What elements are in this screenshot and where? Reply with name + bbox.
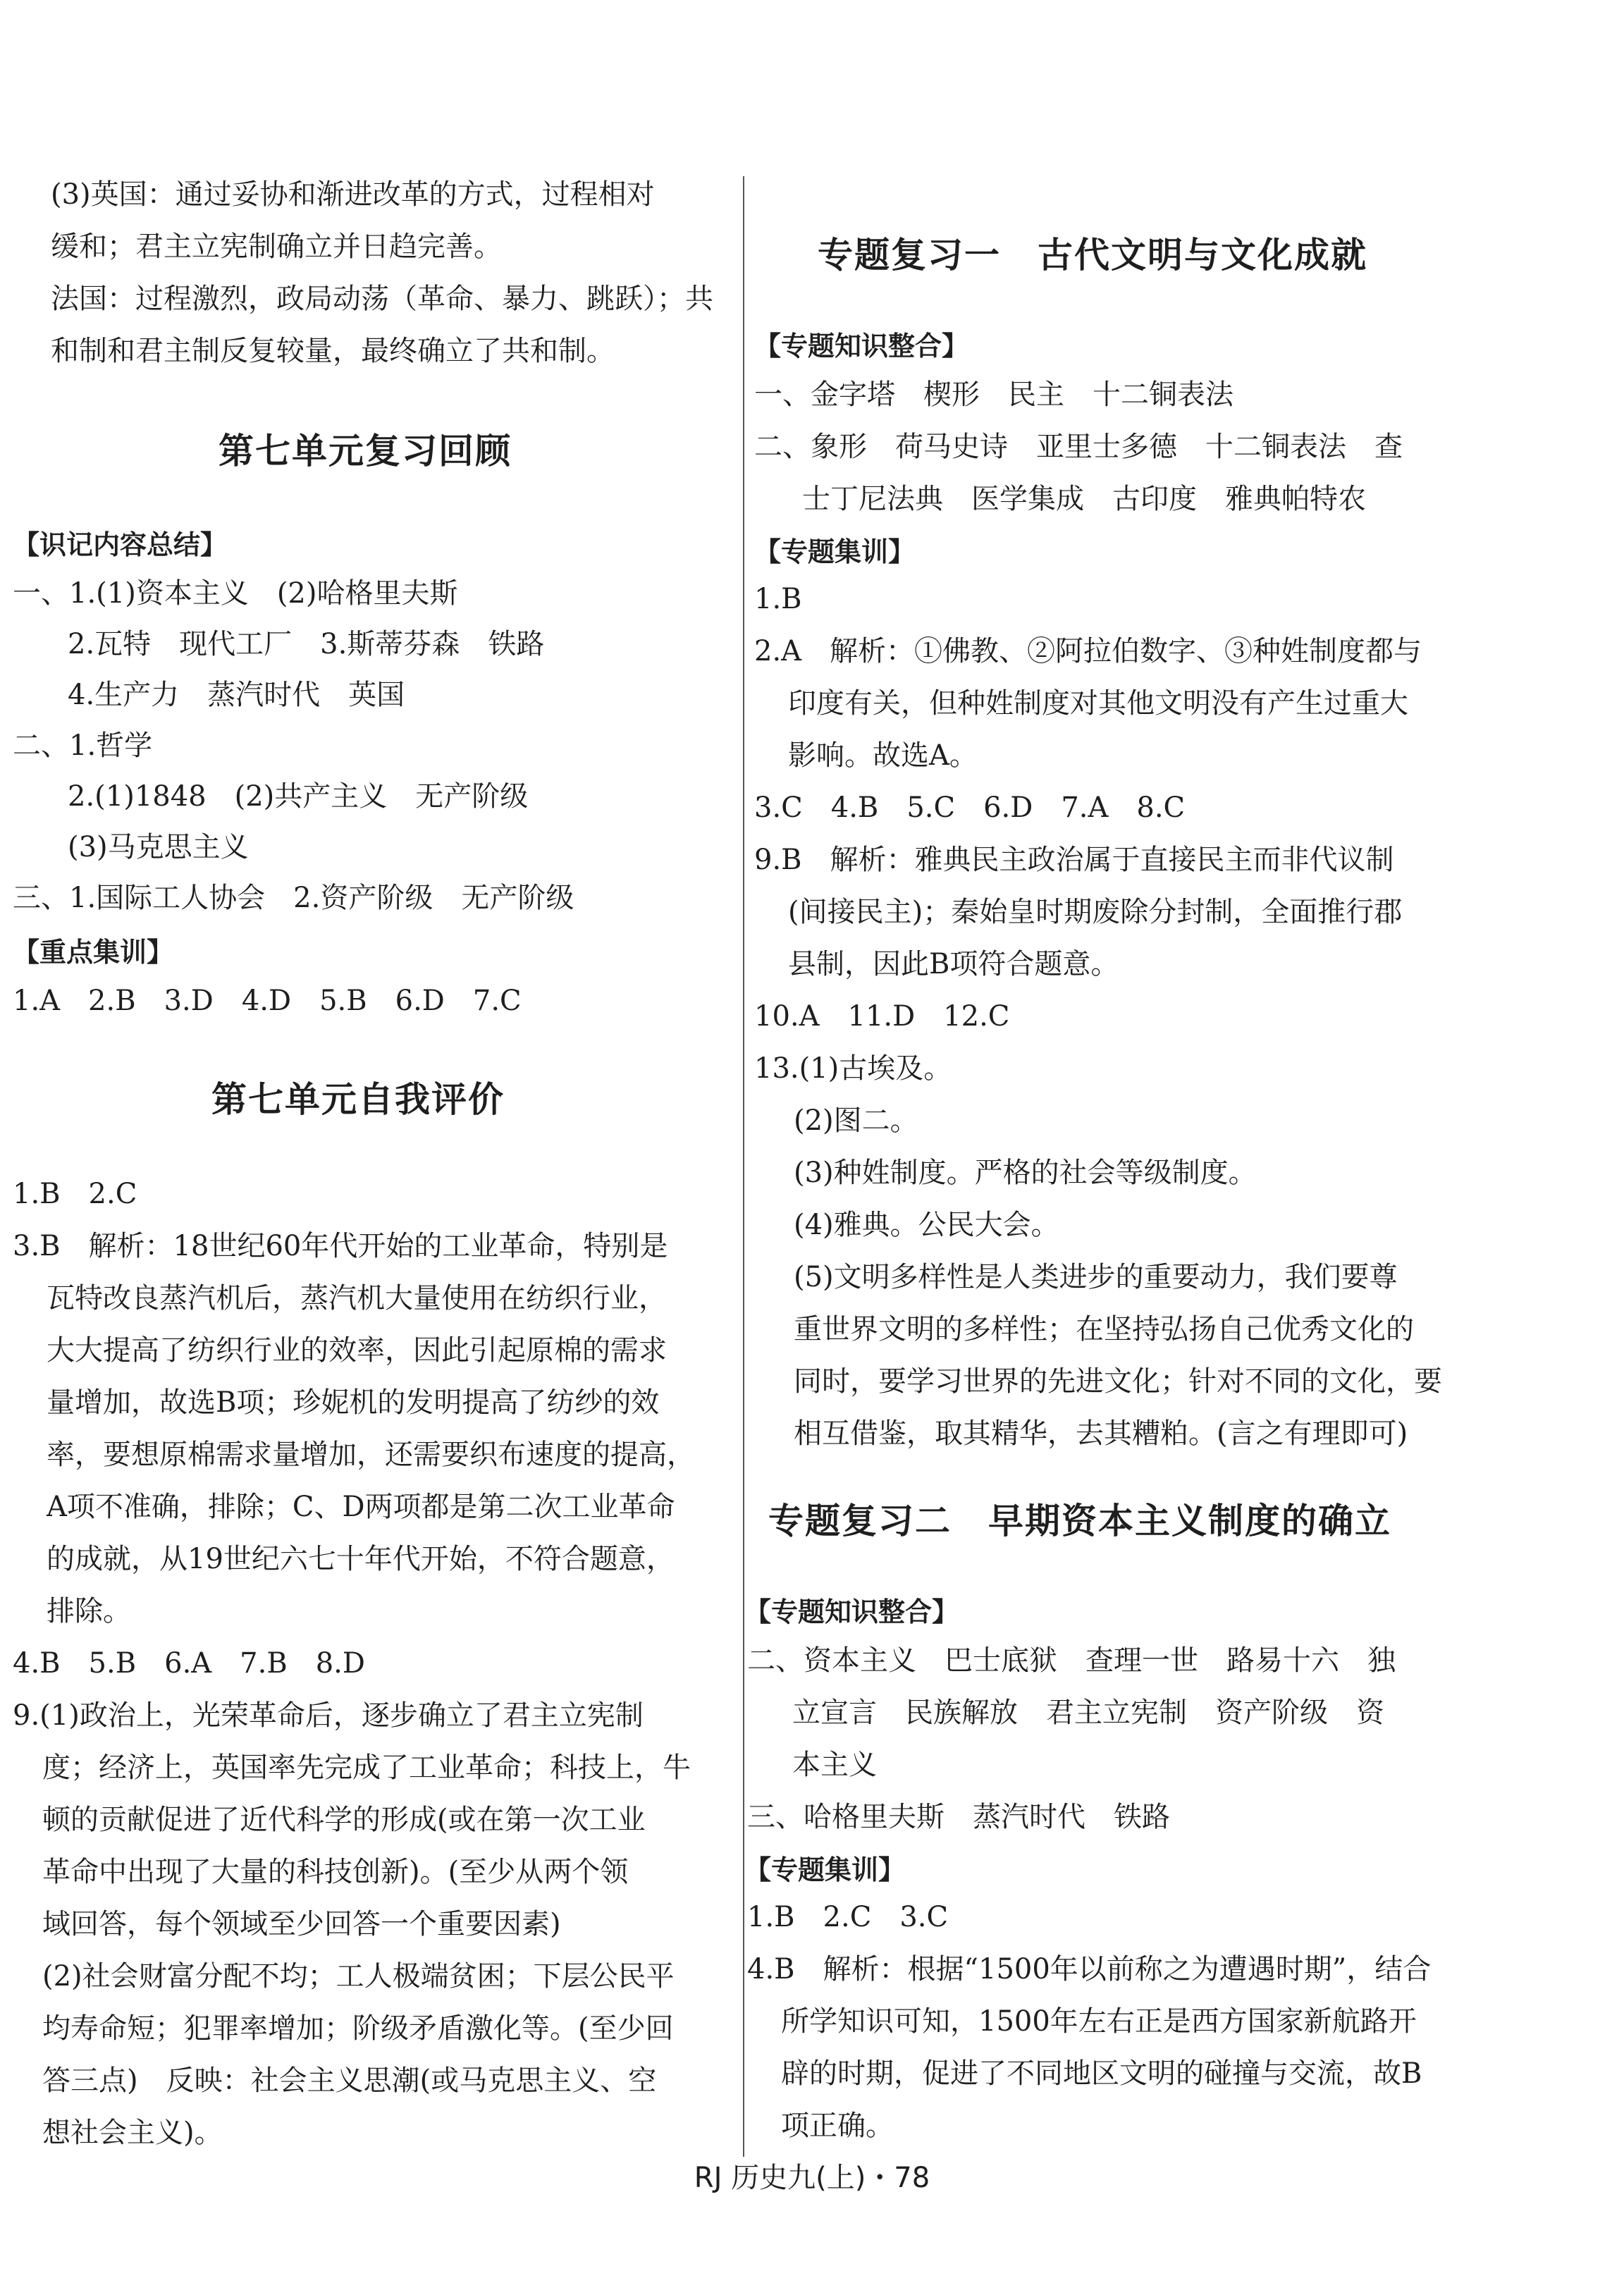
t2-knowledge-line: 三、哈格里夫斯 蒸汽时代 铁路 [747, 1801, 1170, 1833]
eval-line: 顿的贡献促进了近代科学的形成(或在第一次工业 [42, 1804, 646, 1836]
t1-knowledge-line: 士丁尼法典 医学集成 古印度 雅典帕特农 [802, 483, 1366, 515]
eval-line: 1.B 2.C [13, 1178, 137, 1210]
summary-line: 2.瓦特 现代工厂 3.斯蒂芬森 铁路 [68, 628, 545, 660]
t1-train-line: 1.B [754, 583, 802, 615]
eval-line: 答三点) 反映：社会主义思潮(或马克思主义、空 [42, 2064, 657, 2097]
eval-line: 排除。 [47, 1595, 131, 1627]
section-title-topic1: 专题复习一 古代文明与文化成就 [818, 235, 1367, 276]
intro-line: 缓和；君主立宪制确立并日趋完善。 [51, 230, 502, 263]
t1-train-line: 影响。故选A。 [788, 739, 978, 772]
summary-line: 2.(1)1848 (2)共产主义 无产阶级 [68, 780, 529, 813]
t2-train-label: 【专题集训】 [744, 1854, 906, 1885]
eval-line: 想社会主义)。 [42, 2117, 223, 2149]
t1-train-line: 9.B 解析：雅典民主政治属于直接民主而非代议制 [754, 844, 1394, 876]
t1-knowledge-line: 二、象形 荷马史诗 亚里士多德 十二铜表法 查 [754, 431, 1403, 463]
t2-train-line: 辟的时期，促进了不同地区文明的碰撞与交流，故B [781, 2057, 1422, 2090]
t1-train-line: (5)文明多样性是人类进步的重要动力，我们要尊 [794, 1261, 1398, 1293]
t1-train-line: (间接民主)；秦始皇时期废除分封制，全面推行郡 [788, 896, 1403, 928]
t1-train-line: 13.(1)古埃及。 [754, 1052, 952, 1085]
t1-train-line: 3.C 4.B 5.C 6.D 7.A 8.C [754, 792, 1186, 824]
t1-train-line: (2)图二。 [794, 1104, 918, 1137]
eval-line: 域回答，每个领域至少回答一个重要因素) [42, 1908, 561, 1940]
intro-line: 和制和君主制反复较量，最终确立了共和制。 [51, 335, 615, 367]
t2-train-line: 4.B 解析：根据“1500年以前称之为遭遇时期”，结合 [747, 1953, 1432, 1986]
eval-line: (2)社会财富分配不均；工人极端贫困；下层公民平 [42, 1960, 675, 1993]
summary-line: 三、1.国际工人协会 2.资产阶级 无产阶级 [13, 882, 574, 914]
eval-line: 9.(1)政治上，光荣革命后，逐步确立了君主立宪制 [13, 1699, 644, 1732]
eval-line: 量增加，故选B项；珍妮机的发明提高了纺纱的效 [47, 1386, 660, 1419]
eval-line: 的成就，从19世纪六七十年代开始，不符合题意， [47, 1543, 675, 1575]
section-title-evaluation: 第七单元自我评价 [211, 1079, 505, 1120]
intro-line: (3)英国：通过妥协和渐进改革的方式，过程相对 [51, 178, 655, 211]
eval-line: 度；经济上，英国率先完成了工业革命；科技上，牛 [42, 1752, 691, 1784]
section-title-review: 第七单元复习回顾 [219, 431, 512, 472]
t1-train-line: 印度有关，但种姓制度对其他文明没有产生过重大 [788, 687, 1408, 720]
eval-line: 大大提高了纺织行业的效率，因此引起原棉的需求 [47, 1334, 667, 1367]
t2-train-line: 所学知识可知，1500年左右正是西方国家新航路开 [781, 2005, 1417, 2038]
t2-knowledge-line: 本主义 [792, 1749, 877, 1781]
t1-train-line: 相互借鉴，取其精华，去其糟粕。(言之有理即可) [794, 1417, 1408, 1450]
eval-line: A项不准确，排除；C、D两项都是第二次工业革命 [47, 1491, 675, 1523]
eval-line: 3.B 解析：18世纪60年代开始的工业革命，特别是 [13, 1230, 668, 1262]
t1-train-line: (4)雅典。公民大会。 [794, 1209, 1059, 1241]
section-title-topic2: 专题复习二 早期资本主义制度的确立 [768, 1501, 1391, 1541]
eval-line: 均寿命短；犯罪率增加；阶级矛盾激化等。(至少回 [42, 2012, 674, 2045]
summary-line: 一、1.(1)资本主义 (2)哈格里夫斯 [13, 577, 458, 610]
page-footer: RJ 历史九(上)・78 [694, 2162, 930, 2194]
t2-train-line: 1.B 2.C 3.C [747, 1901, 949, 1933]
t2-knowledge-label: 【专题知识整合】 [744, 1596, 959, 1627]
eval-line: 瓦特改良蒸汽机后，蒸汽机大量使用在纺织行业， [47, 1282, 667, 1315]
eval-line: 率，要想原棉需求量增加，还需要织布速度的提高， [47, 1439, 695, 1471]
t1-train-line: 同时，要学习世界的先进文化；针对不同的文化，要 [794, 1365, 1442, 1398]
summary-line: 二、1.哲学 [13, 730, 153, 762]
intro-line: 法国：过程激烈，政局动荡（革命、暴力、跳跃）；共 [51, 283, 713, 315]
t1-train-line: (3)种姓制度。严格的社会等级制度。 [794, 1157, 1257, 1189]
t1-train-label: 【专题集训】 [754, 536, 916, 567]
t1-train-line: 县制，因此B项符合题意。 [788, 948, 1119, 980]
t2-knowledge-line: 立宣言 民族解放 君主立宪制 资产阶级 资 [792, 1697, 1384, 1729]
t1-train-line: 2.A 解析：①佛教、②阿拉伯数字、③种姓制度都与 [754, 635, 1422, 667]
t1-train-line: 10.A 11.D 12.C [754, 1000, 1010, 1033]
eval-line: 4.B 5.B 6.A 7.B 8.D [13, 1647, 365, 1680]
summary-label: 【识记内容总结】 [13, 529, 228, 560]
summary-line: (3)马克思主义 [68, 831, 249, 863]
eval-line: 革命中出现了大量的科技创新)。(至少从两个领 [42, 1856, 629, 1888]
t2-knowledge-line: 二、资本主义 巴士底狱 查理一世 路易十六 独 [747, 1644, 1396, 1677]
t1-knowledge-line: 一、金字塔 楔形 民主 十二铜表法 [754, 378, 1234, 411]
summary-line: 4.生产力 蒸汽时代 英国 [68, 679, 405, 711]
t2-train-line: 项正确。 [781, 2110, 894, 2142]
t1-knowledge-label: 【专题知识整合】 [754, 331, 969, 362]
t1-train-line: 重世界文明的多样性；在坚持弘扬自己优秀文化的 [794, 1313, 1414, 1346]
key-answers: 1.A 2.B 3.D 4.D 5.B 6.D 7.C [13, 985, 522, 1017]
key-label: 【重点集训】 [13, 937, 174, 968]
